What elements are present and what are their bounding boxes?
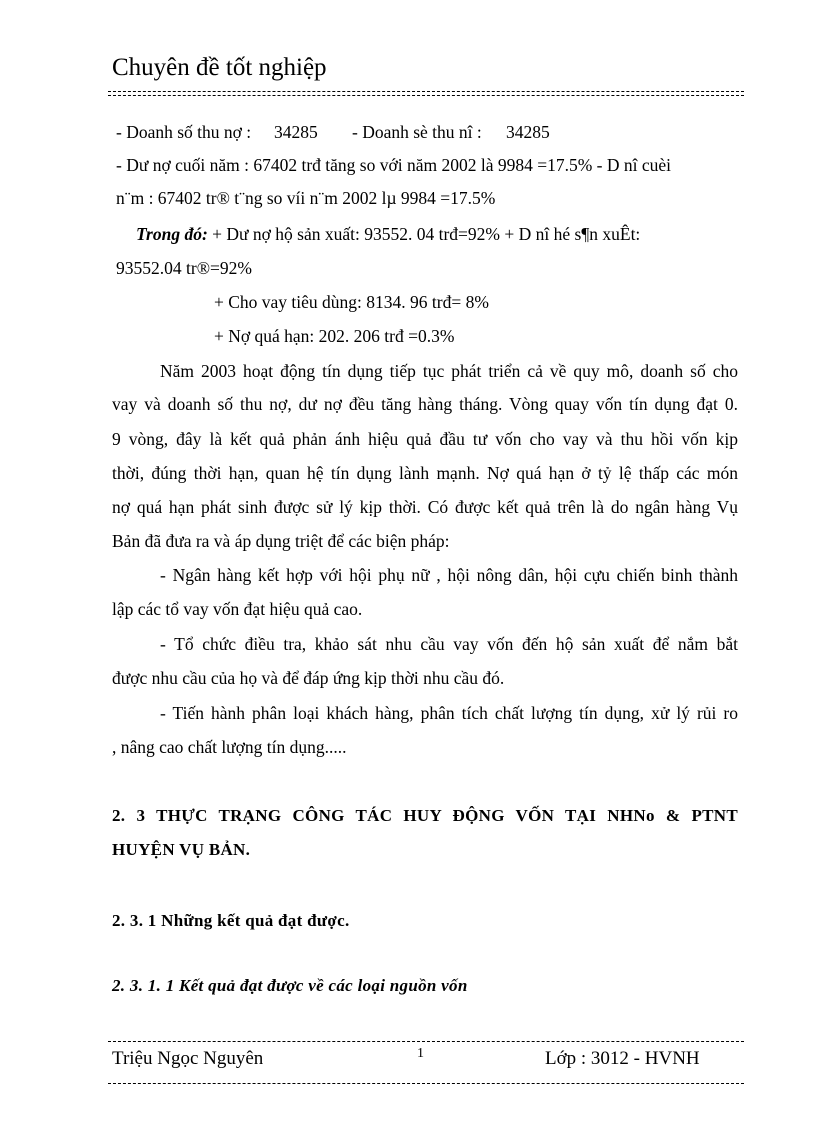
subsection-heading: 2. 3. 1 Những kết quả đạt được. [112, 911, 350, 930]
text-line: - Doanh số thu nợ : [116, 122, 252, 142]
bullet-line: được nhu cầu của họ và để đáp ứng kịp thời nhu cầu đó. [112, 668, 505, 688]
bullet-line: lập các tổ vay vốn đạt hiệu quả cao. [112, 599, 363, 619]
bullet-line: - Tổ chức điều tra, khảo sát nhu cầu vay vốn đến hộ sản xuất để nắm bắt [160, 634, 738, 654]
label-trong-do: Trong đó: [136, 224, 208, 244]
paragraph-line: nợ quá hạn phát sinh được sử lý kịp thời. Có được kết quả trên là do ngân hàng Vụ [112, 497, 738, 517]
bullet-line: - Tiến hành phân loại khách hàng, phân tích chất lượng tín dụng, xử lý rủi ro [160, 703, 738, 723]
text-line: + Cho vay tiêu dùng: 8134. 96 trđ= 8% [214, 292, 489, 312]
page-number: 1 [417, 1046, 424, 1061]
paragraph-line: thời, đúng thời hạn, quan hệ tín dụng lành mạnh. Nợ quá hạn ở tỷ lệ thấp các món [112, 463, 738, 483]
header-rule [108, 91, 744, 92]
text-line: + Nợ quá hạn: 202. 206 trđ =0.3% [214, 326, 455, 346]
paragraph-line: vay và doanh số thu nợ, dư nợ đều tăng hàng tháng. Vòng quay vốn tín dụng đạt 0. [112, 394, 738, 414]
section-heading: 2. 3 THỰC TRẠNG CÔNG TÁC HUY ĐỘNG VỐN TẠI NHNo & PTNT [112, 806, 738, 825]
footer-author: Triệu Ngọc Nguyên [112, 1048, 264, 1069]
bullet-line: , nâng cao chất lượng tín dụng..... [112, 737, 347, 757]
text-line: + Dư nợ hộ sản xuất: 93552. 04 trđ=92% + D nî hé s¶n xuÊt: [207, 224, 641, 244]
section-heading: HUYỆN VỤ BẢN. [112, 840, 251, 859]
text-line [136, 224, 640, 245]
bullet-line: - Ngân hàng kết hợp với hội phụ nữ , hội nông dân, hội cựu chiến binh thành [160, 565, 738, 585]
footer-class: Lớp : 3012 - HVNH [545, 1048, 700, 1069]
text-line: 34285 [274, 122, 318, 142]
text-line: - Doanh sè thu nî : [352, 122, 482, 142]
paragraph-line: Bản đã đưa ra và áp dụng triệt để các biện pháp: [112, 531, 450, 551]
paragraph-line: 9 vòng, đây là kết quả phản ánh hiệu quả đầu tư vốn cho vay và thu hồi vốn kịp [112, 429, 738, 449]
text-line: - Dư nợ cuối năm : 67402 trđ tăng so với năm 2002 là 9984 =17.5% - D nî cuèi [116, 155, 672, 175]
subsubsection-heading: 2. 3. 1. 1 Kết quả đạt được về các loại nguồn vốn [112, 976, 468, 995]
text-line: 93552.04 tr®=92% [116, 258, 252, 278]
page-header-title: Chuyên đề tốt nghiệp [112, 54, 327, 81]
text-line: n¨m : 67402 tr® t¨ng so víi n¨m 2002 lµ 9984 =17.5% [116, 188, 496, 208]
footer-rule [108, 1083, 744, 1084]
paragraph-line: Năm 2003 hoạt động tín dụng tiếp tục phát triển cả về quy mô, doanh số cho [160, 361, 738, 381]
footer-rule [108, 1041, 744, 1042]
text-line: 34285 [506, 122, 550, 142]
header-rule [108, 95, 744, 96]
